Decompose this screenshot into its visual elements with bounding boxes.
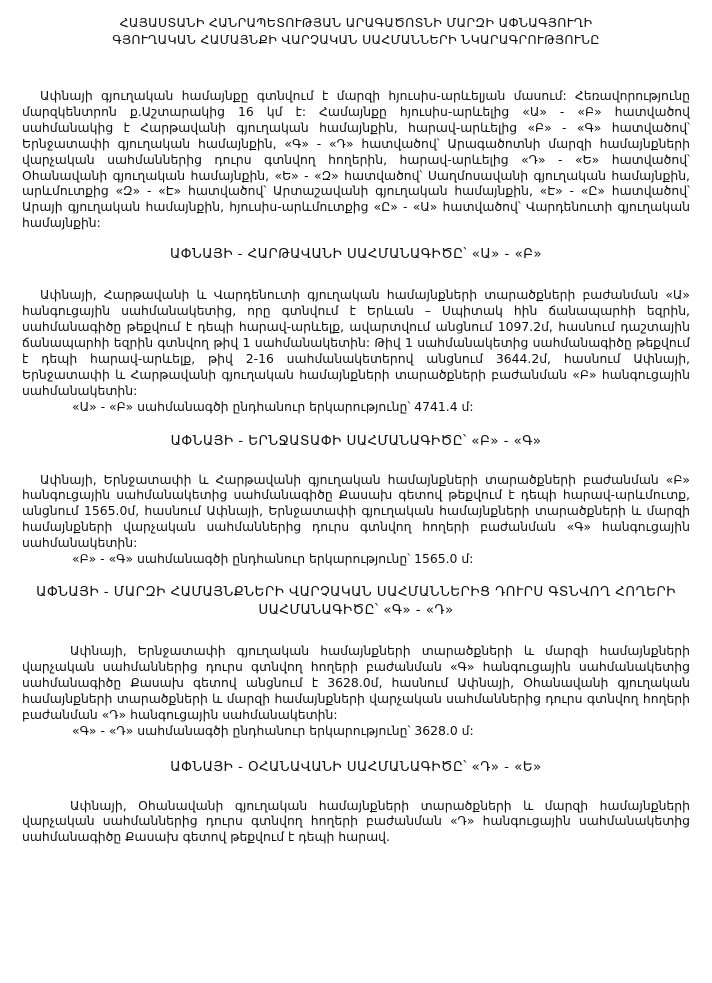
section-summary-g-d: «Գ» - «Դ» սահմանագծի ընդհանուր երկարությունը՝ 3628.0 մ:	[72, 722, 474, 738]
section-body-a-b: Ափնայի, Հարթավանի և Վարդենուտի գյուղական համայնքների տարածքների բաժանման «Ա» հանգուցային սահմանակետից, որը գտնվում է Երևան – Սպիտակ հին ճանապարհի եզրին, սահմանագիծը թեքվում է դեպի հարավ-արևելք, ավարտվում անցնում 1097.2մ, հասնում դաշտային ճանապարհի եզրին գտնվող թիվ 1 սահմանակետին: Թիվ 1 սահմանակետից սահմանագիծը թեքվում է դեպի հարավ-արևելք, թիվ 2-16 սահմանակետերով անցնում 3644.2մ, հասնում Ափնայի, Երնջատափի և Հարթավանի գյուղական համայնքների տարածքների բաժանման «Բ» հանգուցային սահմանակետին:	[22, 287, 690, 398]
section-body-b-g: Ափնայի, Երնջատափի և Հարթավանի գյուղական համայնքների տարածքների բաժանման «Բ» հանգուցային սահմանակետից սահմանագիծը Քասախ գետով թեքվում է դեպի հարավ-արևմուտք, անցնում 1565.0մ, հասնում Ափնայի, Երնջատափի գյուղական համայնքների տարածքների և մարզի համայնքների վարչական սահմաններից դուրս գտնվող հողերի բաժանման «Գ» հանգուցային սահմանակետին:	[22, 471, 690, 551]
section-summary-a-b: «Ա» - «Բ» սահմանագծի ընդհանուր երկարությունը՝ 4741.4 մ:	[72, 398, 474, 414]
section-summary-b-g: «Բ» - «Գ» սահմանագծի ընդհանուր երկարությունը՝ 1565.0 մ:	[72, 551, 474, 567]
section-heading-g-d: ԱՓՆԱՅԻ - ՄԱՐԶԻ ՀԱՄԱՅՆՔՆԵՐԻ ՎԱՐՉԱԿԱՆ ՍԱՀՄԱՆՆԵՐԻՑ ԴՈՒՐՍ ԳՏՆՎՈՂ ՀՈՂԵՐԻ ՍԱՀՄԱՆԱԳԻԾԸ՝ «Գ» - «Դ»	[36, 584, 676, 619]
section-heading-a-b: ԱՓՆԱՅԻ - ՀԱՐԹԱՎԱՆԻ ՍԱՀՄԱՆԱԳԻԾԸ՝ «Ա» - «Բ»	[169, 246, 543, 263]
section-body-g-d: Ափնայի, Երնջատափի գյուղական համայնքների տարածքների և մարզի համայնքների վարչական սահմաններից դուրս գտնվող հողերի բաժանման «Գ» հանգուցային սահմանակետից սահմանագիծը Քասախ գետով անցնում է 3628.0մ, հասնում Ափնայի, Օհանավանի գյուղական համայնքների տարածքների և մարզի համայնքների վարչական սահմաններից դուրս գտնվող հողերի բաժանման «Դ» հանգուցային սահմանակետին:	[22, 643, 690, 722]
document-title-line-1: ՀԱՅԱՍՏԱՆԻ ՀԱՆՐԱՊԵՏՈՒԹՅԱՆ ԱՐԱԳԱԾՈՏՆԻ ՄԱՐԶԻ ԱՓՆԱԳՅՈՒՂԻ	[119, 15, 593, 30]
section-body-d-e: Ափնայի, Օհանավանի գյուղական համայնքների տարածքների և մարզի համայնքների վարչական սահմաններից դուրս գտնվող հողերի բաժանման «Դ» հանգուցային սահմանակետից սահմանագիծը Քասախ գետով թեքվում է դեպի հարավ.	[22, 797, 690, 845]
intro-paragraph: Ափնայի գյուղական համայնքը գտնվում է մարզի հյուսիս-արևելյան մասում: Հեռավորությունը մարզկենտրոն ք.Աշտարակից 16 կմ է: Համայնքը հյուսիս-արևելից «Ա» - «Բ» հատվածով սահմանակից է Հարթավանի գյուղական համայնքին, հարավ-արևելից «Բ» - «Գ» հատվածով՝ Երնջատափի գյուղական համայնքին, «Գ» - «Դ» հատվածով՝ Արագածոտնի մարզի համայնքների վարչական սահմաններից դուրս գտնվող հողերին, հարավ-արևելից «Դ» - «Ե» հատվածով՝ Օհանավանի գյուղական համայնքին, «Ե» - «Զ» հատվածով՝ Սաղմոսավանի գյուղական համայնքին, արևմուտքից «Զ» - «Է» հատվածով՝ Արտաշավանի գյուղական համայնքին, «Է» - «Ը» հատվածով՝ Արայի գյուղական համայնքին, հյուսիս-արևմուտքից «Ը» - «Ա» հատվածով՝ Վարդենուտի գյուղական համայնքին:	[22, 88, 690, 231]
section-heading-b-g: ԱՓՆԱՅԻ - ԵՐՆՋԱՏԱՓԻ ՍԱՀՄԱՆԱԳԻԾԸ՝ «Բ» - «Գ»	[170, 432, 542, 449]
section-heading-d-e: ԱՓՆԱՅԻ - ՕՀԱՆԱՎԱՆԻ ՍԱՀՄԱՆԱԳԻԾԸ՝ «Դ» - «Ե»	[170, 758, 542, 775]
document-title-line-2: ԳՅՈՒՂԱԿԱՆ ՀԱՄԱՅՆՔԻ ՎԱՐՉԱԿԱՆ ՍԱՀՄԱՆՆԵՐԻ ՆԿԱՐԱԳՐՈՒԹՅՈՒՆԸ	[112, 32, 600, 47]
document-title	[22, 14, 690, 48]
